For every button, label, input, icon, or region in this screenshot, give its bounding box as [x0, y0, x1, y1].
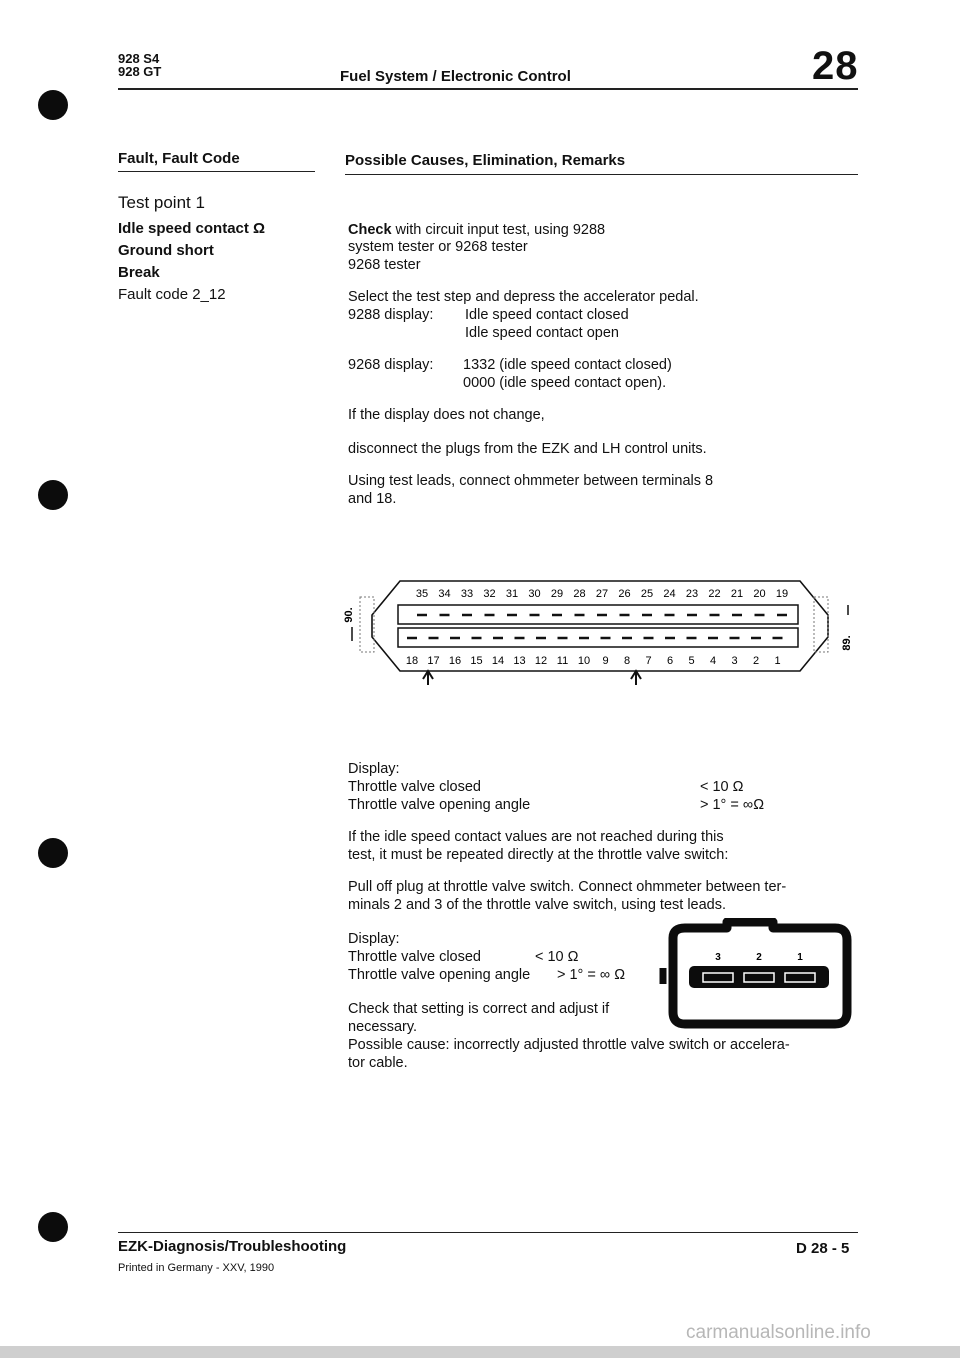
label-9288-display: 9288 display:: [348, 307, 434, 323]
binder-hole: [38, 480, 68, 510]
connector-pin-17: 17: [427, 655, 440, 667]
paragraph-disconnect-plugs: disconnect the plugs from the EZK and LH control units.: [348, 441, 707, 457]
binder-hole: [38, 1212, 68, 1242]
connector-pin-31: 31: [505, 588, 519, 600]
connector-pin-32: 32: [483, 588, 496, 600]
bottom-scan-edge: [0, 1346, 960, 1358]
check-line-1: [348, 221, 605, 239]
check-line-3: 9268 tester: [348, 257, 421, 273]
left-side-label: 90.: [343, 607, 355, 623]
connector-pin-28: 28: [573, 588, 586, 600]
value-9288-open: Idle speed contact open: [465, 325, 619, 341]
switch-terminal-block: [689, 966, 829, 988]
display2-throttle-opening-label: Throttle valve opening angle: [348, 967, 531, 983]
value-9268-open: 0000 (idle speed contact open).: [463, 375, 667, 391]
column-heading-fault: Fault, Fault Code: [118, 150, 240, 167]
pin-18-arrow: [423, 671, 433, 685]
connector-pin-16: 16: [448, 655, 462, 667]
right-side-label: 89.: [841, 635, 853, 651]
chapter-number: 28: [812, 44, 859, 88]
connector-pin-24: 24: [663, 588, 676, 600]
fault-break: Break: [118, 264, 160, 281]
connector-pin-1: 1: [774, 655, 781, 667]
page-title: Fuel System / Electronic Control: [340, 68, 571, 85]
connector-pin-3: 3: [731, 655, 738, 667]
binder-hole: [38, 90, 68, 120]
connector-pin-20: 20: [753, 588, 766, 600]
paragraph-values-not-reached-2: test, it must be repeated directly at the throttle valve switch:: [348, 847, 729, 863]
footer-page-number: D 28 - 5: [796, 1240, 850, 1257]
paragraph-display-unchanged: If the display does not change,: [348, 407, 545, 423]
top-pin-numbers: [416, 588, 788, 600]
display2-throttle-closed-value: < 10 Ω: [535, 949, 579, 965]
label-9268-display: 9268 display:: [348, 357, 434, 373]
connector-pin-30: 30: [528, 588, 541, 600]
bottom-pin-numbers: [406, 655, 781, 667]
value-9268-closed: 1332 (idle speed contact closed): [463, 357, 672, 373]
connector-pin-18: 18: [405, 655, 419, 667]
connector-pin-25: 25: [640, 588, 654, 600]
connector-pin-29: 29: [550, 588, 564, 600]
connector-pin-19: 19: [775, 588, 789, 600]
fault-ground-short: Ground short: [118, 242, 214, 259]
pin-8-arrow: [631, 671, 641, 685]
switch-pin-label-1: 1: [797, 952, 803, 963]
connector-pin-15: 15: [470, 655, 483, 667]
connector-pin-8: 8: [623, 655, 631, 667]
switch-pin-label-2: 2: [756, 952, 762, 963]
closing-line-1: Check that setting is correct and adjust if: [348, 1001, 610, 1017]
column-rule-left: [118, 171, 315, 172]
connector-pin-27: 27: [595, 588, 609, 600]
value-9288-closed: Idle speed contact closed: [465, 307, 629, 323]
connector-pin-14: 14: [491, 655, 505, 667]
check-lead: Check: [348, 222, 392, 238]
paragraph-test-leads-1: Using test leads, connect ohmmeter between terminals 8: [348, 473, 714, 489]
connector-pin-21: 21: [730, 588, 744, 600]
check-line-2: system tester or 9268 tester: [348, 239, 528, 255]
fault-idle-speed-contact: Idle speed contact Ω: [118, 220, 266, 237]
closing-line-3: Possible cause: incorrectly adjusted throttle valve switch or accelera-: [348, 1037, 790, 1053]
connector-pin-26: 26: [618, 588, 631, 600]
binder-hole: [38, 838, 68, 868]
column-heading-causes: Possible Causes, Elimination, Remarks: [345, 152, 626, 169]
closing-line-4: tor cable.: [348, 1055, 408, 1071]
connector-pin-13: 13: [513, 655, 526, 667]
display2-heading: Display:: [348, 931, 400, 947]
display-throttle-closed-value: < 10 Ω: [700, 779, 744, 795]
connector-pin-9: 9: [602, 655, 609, 667]
display2-throttle-opening-value: > 1° = ∞ Ω: [557, 967, 626, 983]
switch-pin-label-3: 3: [715, 952, 721, 963]
connector-pin-2: 2: [752, 655, 760, 667]
closing-line-2: necessary.: [348, 1019, 418, 1035]
display-throttle-opening-label: Throttle valve opening angle: [348, 797, 531, 813]
footer-rule: [118, 1232, 858, 1233]
footer-printed-note: Printed in Germany - XXV, 1990: [118, 1262, 275, 1274]
test-point-heading: Test point 1: [118, 193, 205, 212]
connector-pin-23: 23: [685, 588, 699, 600]
model-line-2: 928 GT: [118, 64, 162, 79]
watermark: carmanualsonline.info: [686, 1322, 871, 1343]
connector-pin-5: 5: [688, 655, 695, 667]
select-line: Select the test step and depress the accelerator pedal.: [348, 289, 699, 305]
model-line-1: 928 S4: [118, 51, 160, 66]
throttle-switch-plug-diagram: [655, 918, 855, 1030]
connector-pin-6: 6: [666, 655, 674, 667]
connector-pin-35: 35: [415, 588, 429, 600]
connector-pin-34: 34: [438, 588, 451, 600]
check-line-1-rest: with circuit input test, using 9288: [391, 222, 606, 238]
connector-pin-11: 11: [556, 655, 569, 667]
paragraph-pull-off-plug-2: minals 2 and 3 of the throttle valve switch, using test leads.: [348, 897, 727, 913]
footer-title: EZK-Diagnosis/Troubleshooting: [118, 1238, 347, 1255]
connector-pin-4: 4: [709, 655, 717, 667]
connector-diagram: [330, 575, 860, 690]
paragraph-values-not-reached-1: If the idle speed contact values are not reached during this: [348, 829, 724, 845]
connector-pin-33: 33: [460, 588, 474, 600]
display-throttle-closed-label: Throttle valve closed: [348, 779, 481, 795]
header-rule: [118, 88, 858, 90]
connector-pin-7: 7: [645, 655, 652, 667]
display2-throttle-closed-label: Throttle valve closed: [348, 949, 481, 965]
fault-code: Fault code 2_12: [118, 286, 226, 303]
paragraph-test-leads-2: and 18.: [348, 491, 397, 507]
column-rule-right: [345, 174, 858, 175]
connector-pin-12: 12: [534, 655, 548, 667]
display-heading: Display:: [348, 761, 400, 777]
paragraph-pull-off-plug-1: Pull off plug at throttle valve switch. Connect ohmmeter between ter-: [348, 879, 787, 895]
connector-pin-10: 10: [577, 655, 591, 667]
connector-pin-22: 22: [708, 588, 721, 600]
display-throttle-opening-value: > 1° = ∞Ω: [700, 797, 765, 813]
